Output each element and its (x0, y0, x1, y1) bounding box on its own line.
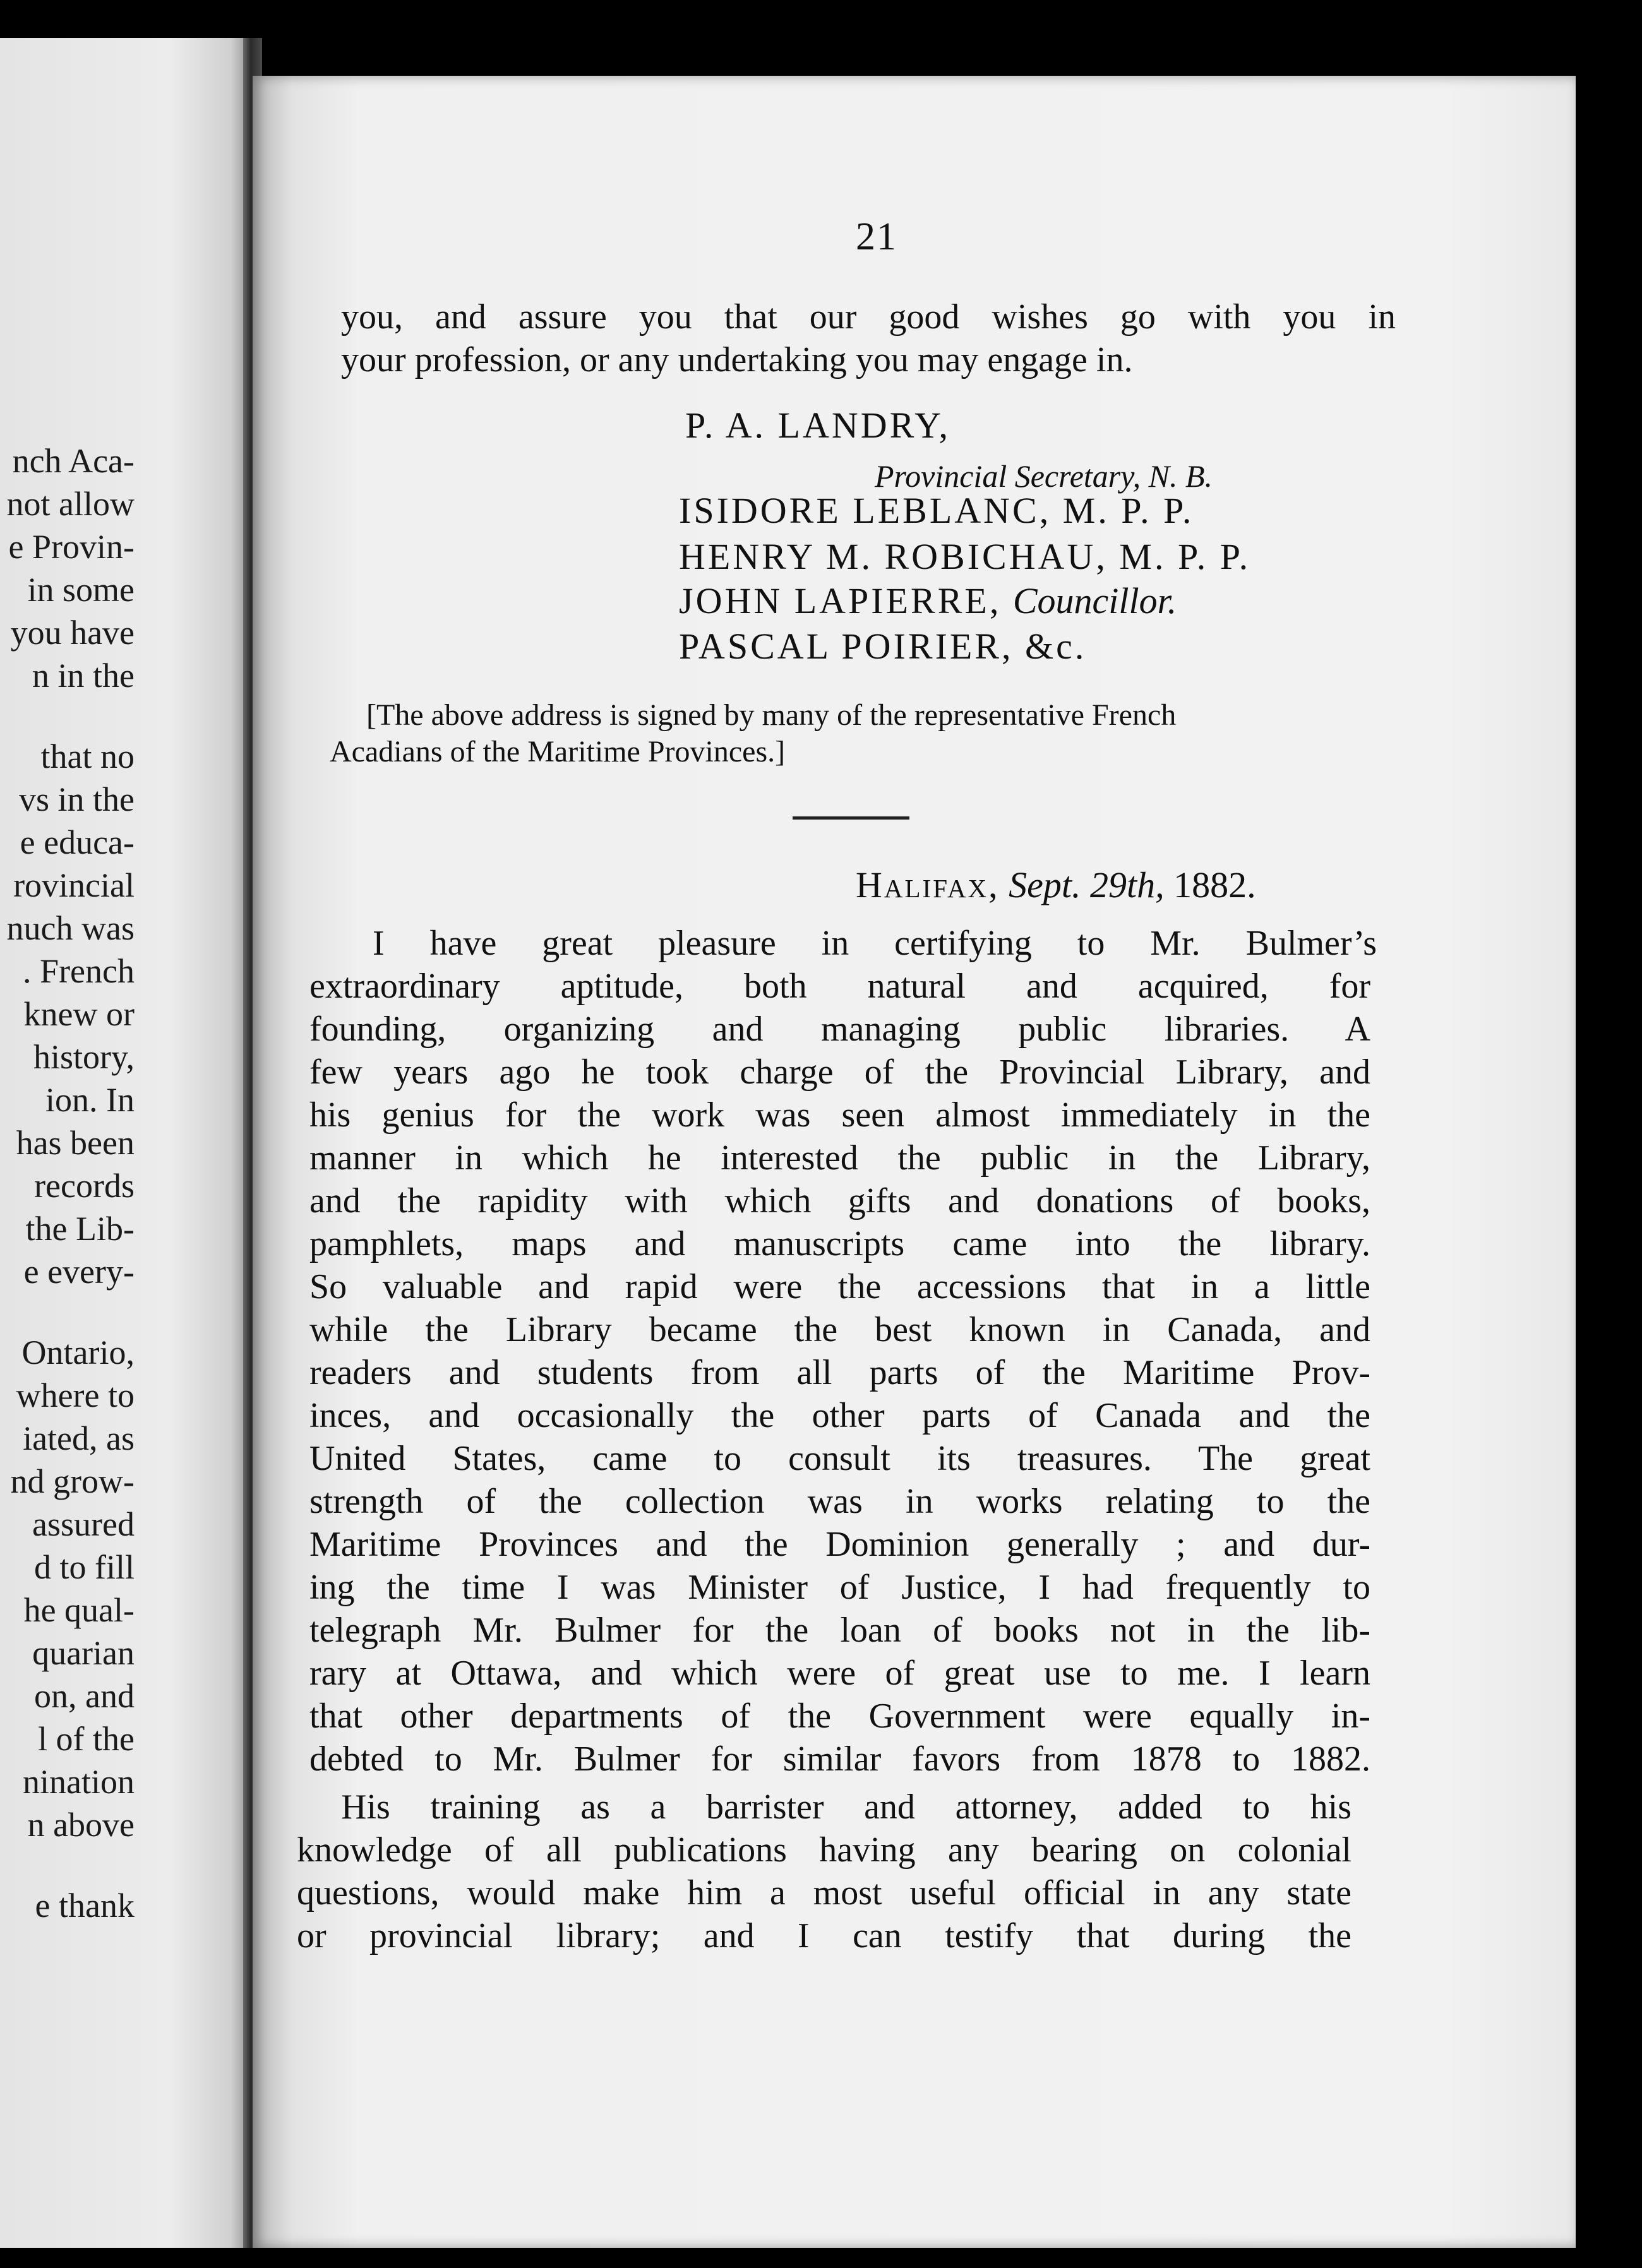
letter-line: few years ago he took charge of the Provincial Library, and (309, 1053, 1370, 1092)
left-page-line: l of the (38, 1720, 135, 1758)
letter-line: strength of the collection was in works relating to the (309, 1482, 1370, 1521)
signatory-robichau: HENRY M. ROBICHAU, M. P. P. (679, 536, 1251, 577)
letter-line: I have great pleasure in certifying to Mr. Bulmer’s (373, 924, 1377, 963)
signatory-leblanc: ISIDORE LEBLANC, M. P. P. (679, 490, 1194, 531)
left-page-line: knew or (23, 995, 135, 1033)
left-page-line: n in the (32, 657, 135, 695)
letter-line: pamphlets, maps and manuscripts came into the library. (309, 1224, 1370, 1263)
opening-line: you, and assure you that our good wishes go with you in (341, 297, 1396, 337)
address-note-line: Acadians of the Maritime Provinces.] (330, 735, 786, 768)
signatory-poirier: PASCAL POIRIER, &c. (679, 626, 1087, 667)
left-page-line: e educa- (20, 823, 135, 861)
left-page-line: has been (16, 1124, 135, 1162)
letter-line: manner in which he interested the public in the Library, (309, 1138, 1370, 1178)
left-page-line: nuch was (6, 909, 135, 947)
dateline-place: Halifax, (856, 864, 1000, 905)
left-page-line: history, (33, 1038, 135, 1076)
address-note-line: [The above address is signed by many of the representative French (366, 698, 1177, 732)
left-page-line: records (34, 1167, 135, 1205)
left-page-line: Ontario, (21, 1334, 135, 1371)
left-page-line: d to fill (34, 1548, 135, 1586)
letter-line: Maritime Provinces and the Dominion generally ; and dur- (309, 1525, 1370, 1564)
left-facing-page (0, 38, 243, 2248)
page-number: 21 (856, 215, 897, 258)
left-page-line: in some (27, 571, 135, 609)
left-page-line: quarian (32, 1634, 135, 1672)
dateline-date: Sept. 29th, (1009, 864, 1165, 905)
left-page-line: the Lib- (25, 1210, 135, 1248)
left-page-line: ion. In (45, 1081, 135, 1119)
left-page-line: assured (32, 1505, 135, 1543)
letter-line: questions, would make him a most useful official in any state (297, 1873, 1351, 1913)
letter-line: and the rapidity with which gifts and donations of books, (309, 1181, 1370, 1221)
letter-line: founding, organizing and managing public libraries. A (309, 1010, 1370, 1049)
letter-line: debted to Mr. Bulmer for similar favors from 1878 to 1882. (309, 1740, 1370, 1779)
left-page-line: on, and (34, 1677, 135, 1715)
left-page-line: e Provin- (8, 528, 135, 566)
left-page-line: iated, as (23, 1419, 135, 1457)
section-divider (793, 816, 909, 820)
letter-line: telegraph Mr. Bulmer for the loan of books not in the lib- (309, 1611, 1370, 1650)
left-page-line: rovincial (13, 866, 135, 904)
letter-line: United States, came to consult its treasures. The great (309, 1439, 1370, 1478)
dateline-year: 1882. (1173, 864, 1256, 905)
left-page-line: not allow (6, 485, 135, 523)
letter-line: that other departments of the Government were equally in- (309, 1697, 1370, 1736)
left-page-line: . French (23, 952, 135, 990)
signatory-landry: P. A. LANDRY, (685, 405, 950, 446)
letter-line: His training as a barrister and attorney, added to his (341, 1788, 1351, 1827)
letter-line: rary at Ottawa, and which were of great use to me. I learn (309, 1654, 1370, 1693)
left-page-line: where to (16, 1376, 135, 1414)
letter-line: his genius for the work was seen almost immediately in the (309, 1095, 1370, 1135)
left-page-line: vs in the (19, 780, 135, 818)
left-page-line: nd grow- (10, 1462, 135, 1500)
signatory-lapierre-title: Councillor. (1012, 580, 1177, 621)
letter-line: readers and students from all parts of the Maritime Prov- (309, 1353, 1370, 1392)
signatory-lapierre-name: JOHN LAPIERRE, (679, 580, 1002, 621)
left-page-line: you have (10, 614, 135, 652)
left-page-line: nch Aca- (12, 442, 135, 480)
letter-line: inces, and occasionally the other parts of Canada and the (309, 1396, 1370, 1435)
left-page-line: n above (27, 1806, 135, 1844)
signatory-lapierre (679, 580, 1177, 622)
letter-line: So valuable and rapid were the accessions that in a little (309, 1267, 1370, 1306)
left-page-line: e every- (23, 1253, 135, 1291)
dateline (856, 865, 1256, 905)
letter-line: extraordinary aptitude, both natural and acquired, for (309, 967, 1370, 1006)
left-page-line: e thank (35, 1887, 135, 1925)
left-page-line: nination (23, 1763, 135, 1801)
letter-line: ing the time I was Minister of Justice, I had frequently to (309, 1568, 1370, 1607)
signatory-landry-title: Provincial Secretary, N. B. (875, 458, 1213, 494)
letter-line: while the Library became the best known in Canada, and (309, 1310, 1370, 1349)
letter-line: or provincial library; and I can testify that during the (297, 1916, 1351, 1955)
left-page-line: he qual- (23, 1591, 135, 1629)
letter-line: knowledge of all publications having any bearing on colonial (297, 1830, 1351, 1870)
opening-line: your profession, or any undertaking you may engage in. (341, 340, 1133, 379)
left-page-line: that no (40, 737, 135, 775)
